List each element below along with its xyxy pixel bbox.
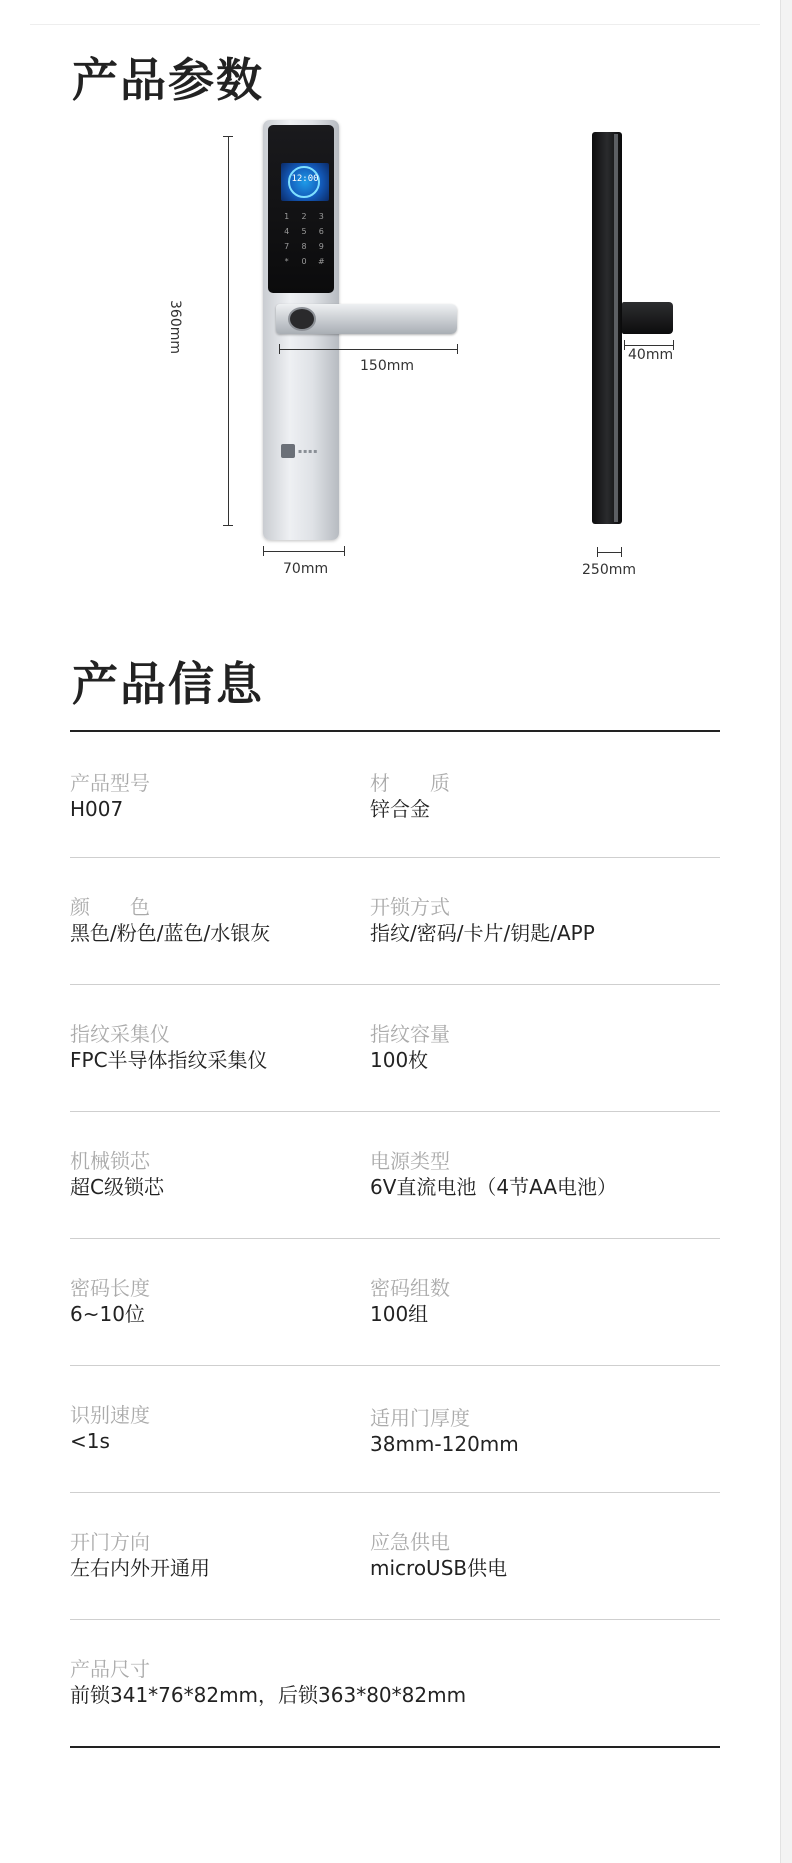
spec-label: 电源类型 xyxy=(370,1149,450,1173)
width-dim-line xyxy=(263,551,345,552)
thickness-dim-line xyxy=(597,552,622,553)
product-dimension-diagram xyxy=(0,0,792,600)
side-lock-edge xyxy=(614,134,618,522)
key-8: 8 xyxy=(301,242,307,251)
key-5: 5 xyxy=(301,227,307,236)
spec-value: 前锁341*76*82mm，后锁363*80*82mm xyxy=(70,1683,467,1707)
spec-opening-direction xyxy=(70,1529,210,1581)
spec-label: 指纹采集仪 xyxy=(70,1022,170,1046)
spec-model xyxy=(70,770,150,822)
lock-keypad xyxy=(278,212,330,267)
info-table-bottom-rule xyxy=(70,1746,720,1748)
height-dim-label: 360mm xyxy=(167,300,183,354)
spec-value: 100枚 xyxy=(370,1048,429,1072)
key-6: 6 xyxy=(318,227,324,236)
spec-value: 超C级锁芯 xyxy=(70,1175,164,1199)
spec-label: 材 质 xyxy=(370,771,450,795)
spec-value: 38mm-120mm xyxy=(370,1432,519,1456)
row-divider xyxy=(70,1619,720,1620)
side-lock-handle xyxy=(622,302,673,334)
handle-dim-label: 150mm xyxy=(360,358,414,374)
spec-password-length xyxy=(70,1275,150,1327)
spec-label: 适用门厚度 xyxy=(370,1406,470,1430)
front-lock-keypad-panel xyxy=(268,125,334,293)
screen-time: 12:00 xyxy=(291,174,319,184)
spec-value: microUSB供电 xyxy=(370,1556,508,1580)
spec-value: 锌合金 xyxy=(370,797,430,821)
handle-dim-line xyxy=(279,349,458,350)
spec-value: 6~10位 xyxy=(70,1302,145,1326)
spec-value: 6V直流电池（4节AA电池） xyxy=(370,1175,618,1199)
thickness-dim-label: 250mm xyxy=(582,562,636,578)
brand-logo-dots: ▪▪▪▪ xyxy=(298,448,319,455)
spec-label: 产品型号 xyxy=(70,771,150,795)
spec-unlock-method xyxy=(370,894,595,946)
width-dim-label: 70mm xyxy=(283,561,329,577)
spec-emergency-power xyxy=(370,1529,507,1581)
key-hash: # xyxy=(317,257,325,266)
spec-value: FPC半导体指纹采集仪 xyxy=(70,1048,268,1072)
thickness-dim-tick-right xyxy=(621,547,622,557)
spec-value: <1s xyxy=(70,1429,110,1453)
spec-label: 开门方向 xyxy=(70,1530,150,1554)
spec-label: 产品尺寸 xyxy=(70,1657,150,1681)
spec-label: 密码长度 xyxy=(70,1276,150,1300)
spec-label: 应急供电 xyxy=(370,1530,450,1554)
spec-power-type xyxy=(370,1148,617,1200)
brand-logo-box xyxy=(281,444,295,458)
row-divider xyxy=(70,857,720,858)
row-divider xyxy=(70,1238,720,1239)
spec-door-thickness xyxy=(370,1405,519,1457)
side-handle-dim-tick-right xyxy=(673,340,674,350)
section-title-info: 产品信息 xyxy=(72,657,264,711)
side-handle-dim-line xyxy=(624,345,674,346)
spec-material xyxy=(370,770,450,822)
spec-lock-cylinder xyxy=(70,1148,164,1200)
info-table-top-rule xyxy=(70,730,720,732)
spec-password-groups xyxy=(370,1275,450,1327)
spec-value: 左右内外开通用 xyxy=(70,1556,210,1580)
key-1: 1 xyxy=(284,212,290,221)
spec-label: 开锁方式 xyxy=(370,895,450,919)
row-divider xyxy=(70,1492,720,1493)
spec-label: 机械锁芯 xyxy=(70,1149,150,1173)
key-3: 3 xyxy=(318,212,324,221)
row-divider xyxy=(70,1365,720,1366)
key-2: 2 xyxy=(301,212,307,221)
spec-fingerprint-sensor xyxy=(70,1021,268,1073)
height-dim-line xyxy=(228,136,229,526)
spec-label: 识别速度 xyxy=(70,1403,150,1427)
spec-recognition-speed xyxy=(70,1402,150,1454)
spec-value: 黑色/粉色/蓝色/水银灰 xyxy=(70,921,271,945)
side-handle-dim-label: 40mm xyxy=(628,347,674,363)
spec-label: 颜 色 xyxy=(70,895,150,919)
spec-value: 指纹/密码/卡片/钥匙/APP xyxy=(370,921,595,945)
spec-label: 密码组数 xyxy=(370,1276,450,1300)
spec-product-size xyxy=(70,1656,466,1708)
brand-logo-icon xyxy=(281,444,327,458)
key-star: * xyxy=(284,257,289,266)
height-dim-tick-bottom xyxy=(223,525,233,526)
width-dim-tick-right xyxy=(344,546,345,556)
spec-label: 指纹容量 xyxy=(370,1022,450,1046)
spec-fingerprint-capacity xyxy=(370,1021,450,1073)
spec-value: 100组 xyxy=(370,1302,429,1326)
key-9: 9 xyxy=(318,242,324,251)
fingerprint-reader-icon xyxy=(288,307,316,331)
key-4: 4 xyxy=(284,227,290,236)
section-title-params: 产品参数 xyxy=(72,53,264,107)
spec-value: H007 xyxy=(70,797,124,821)
spec-color xyxy=(70,894,270,946)
row-divider xyxy=(70,984,720,985)
row-divider xyxy=(70,1111,720,1112)
handle-dim-tick-right xyxy=(457,344,458,354)
key-0: 0 xyxy=(301,257,307,266)
key-7: 7 xyxy=(284,242,290,251)
